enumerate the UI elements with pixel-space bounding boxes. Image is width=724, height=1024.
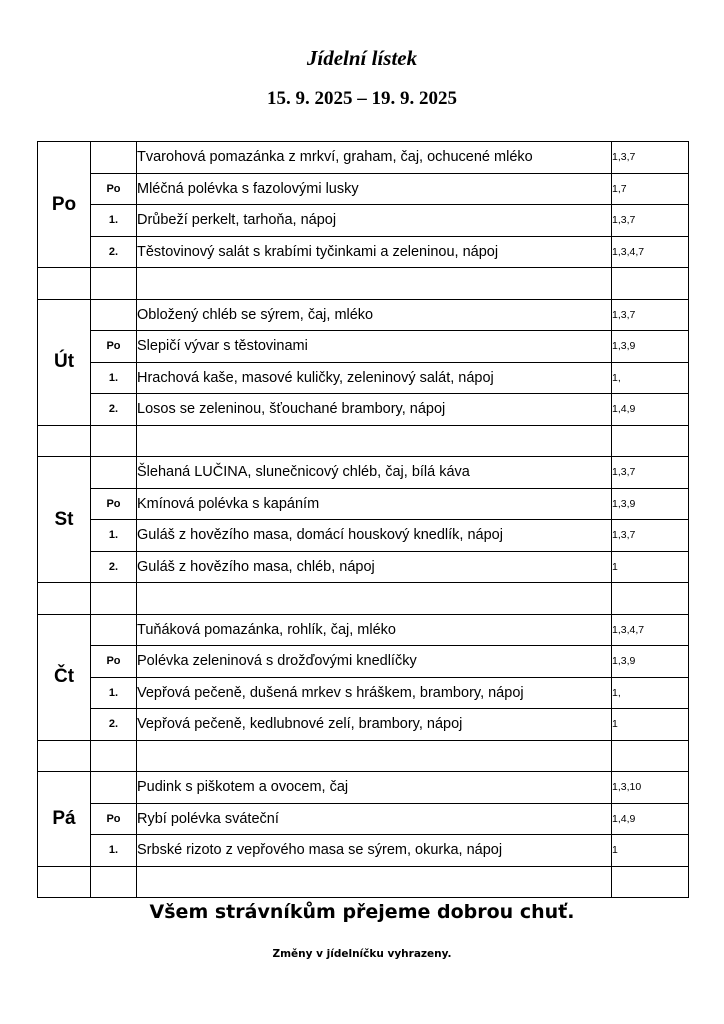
day-label: St [38,457,91,583]
meal-type-label [91,457,137,489]
empty-cell [137,740,612,772]
dish-name: Losos se zeleninou, šťouchané brambory, nápoj [137,394,612,426]
menu-row [38,331,689,363]
menu-row [38,803,689,835]
allergen-codes: 1,3,9 [612,646,689,678]
empty-cell [91,268,137,300]
dish-name: Těstovinový salát s krabími tyčinkami a zeleninou, nápoj [137,236,612,268]
dish-name: Guláš z hovězího masa, chléb, nápoj [137,551,612,583]
menu-row [38,362,689,394]
allergen-codes: 1,3,4,7 [612,614,689,646]
meal-type-label [91,299,137,331]
allergen-codes: 1, [612,677,689,709]
empty-cell [137,268,612,300]
menu-row [38,520,689,552]
meal-type-label: Po [91,803,137,835]
meal-type-label: Po [91,646,137,678]
meal-type-label: Po [91,331,137,363]
empty-cell [137,583,612,615]
menu-row [38,205,689,237]
separator-row [38,425,689,457]
day-label: Čt [38,614,91,740]
allergen-codes: 1 [612,835,689,867]
allergen-codes: 1,3,7 [612,205,689,237]
separator-row [38,583,689,615]
allergen-codes: 1,3,9 [612,488,689,520]
empty-cell [38,268,91,300]
empty-cell [38,740,91,772]
meal-type-label: 2. [91,236,137,268]
menu-row [38,299,689,331]
allergen-codes: 1 [612,709,689,741]
empty-cell [612,583,689,615]
menu-date-range: 15. 9. 2025 – 19. 9. 2025 [267,88,457,109]
menu-row [38,488,689,520]
allergen-codes: 1,3,7 [612,457,689,489]
meal-type-label [91,772,137,804]
menu-row [38,173,689,205]
menu-row [38,614,689,646]
meal-type-label [91,614,137,646]
separator-row [38,866,689,898]
menu-table [37,141,689,898]
empty-cell [91,740,137,772]
dish-name: Obložený chléb se sýrem, čaj, mléko [137,299,612,331]
allergen-codes: 1, [612,362,689,394]
changes-reserved-note: Změny v jídelníčku vyhrazeny. [272,948,452,960]
menu-row [38,709,689,741]
empty-cell [91,583,137,615]
menu-row [38,394,689,426]
allergen-codes: 1,3,7 [612,520,689,552]
allergen-codes: 1,7 [612,173,689,205]
dish-name: Srbské rizoto z vepřového masa se sýrem, okurka, nápoj [137,835,612,867]
menu-row [38,677,689,709]
dish-name: Mléčná polévka s fazolovými lusky [137,173,612,205]
dish-name: Šlehaná LUČINA, slunečnicový chléb, čaj, bílá káva [137,457,612,489]
allergen-codes: 1,3,7 [612,142,689,174]
empty-cell [91,425,137,457]
menu-title: Jídelní lístek [306,46,418,70]
allergen-codes: 1,4,9 [612,803,689,835]
empty-cell [612,740,689,772]
day-label: Pá [38,772,91,867]
empty-cell [91,866,137,898]
meal-type-label [91,142,137,174]
allergen-codes: 1,3,9 [612,331,689,363]
menu-row [38,457,689,489]
separator-row [38,740,689,772]
day-label: Po [38,142,91,268]
dish-name: Pudink s piškotem a ovocem, čaj [137,772,612,804]
empty-cell [612,866,689,898]
separator-row [38,268,689,300]
dish-name: Vepřová pečeně, kedlubnové zelí, brambory, nápoj [137,709,612,741]
empty-cell [137,425,612,457]
meal-type-label: Po [91,488,137,520]
dish-name: Slepičí vývar s těstovinami [137,331,612,363]
dish-name: Vepřová pečeně, dušená mrkev s hráškem, brambory, nápoj [137,677,612,709]
dish-name: Drůbeží perkelt, tarhoňa, nápoj [137,205,612,237]
meal-type-label: 1. [91,362,137,394]
menu-row [38,835,689,867]
empty-cell [612,425,689,457]
day-label: Út [38,299,91,425]
empty-cell [38,583,91,615]
meal-type-label: 1. [91,677,137,709]
dish-name: Polévka zeleninová s drožďovými knedlíčky [137,646,612,678]
good-appetite-message: Všem strávníkům přejeme dobrou chuť. [149,901,575,923]
dish-name: Guláš z hovězího masa, domácí houskový knedlík, nápoj [137,520,612,552]
dish-name: Tvarohová pomazánka z mrkví, graham, čaj, ochucené mléko [137,142,612,174]
menu-row [38,236,689,268]
menu-row [38,142,689,174]
meal-type-label: 2. [91,709,137,741]
allergen-codes: 1 [612,551,689,583]
dish-name: Rybí polévka sváteční [137,803,612,835]
meal-type-label: 1. [91,835,137,867]
empty-cell [612,268,689,300]
dish-name: Tuňáková pomazánka, rohlík, čaj, mléko [137,614,612,646]
allergen-codes: 1,3,10 [612,772,689,804]
meal-type-label: 1. [91,205,137,237]
empty-cell [38,425,91,457]
meal-type-label: 2. [91,551,137,583]
meal-type-label: 2. [91,394,137,426]
menu-row [38,646,689,678]
dish-name: Kmínová polévka s kapáním [137,488,612,520]
meal-type-label: 1. [91,520,137,552]
empty-cell [38,866,91,898]
menu-row [38,551,689,583]
dish-name: Hrachová kaše, masové kuličky, zeleninový salát, nápoj [137,362,612,394]
menu-row [38,772,689,804]
allergen-codes: 1,4,9 [612,394,689,426]
allergen-codes: 1,3,7 [612,299,689,331]
meal-type-label: Po [91,173,137,205]
empty-cell [137,866,612,898]
allergen-codes: 1,3,4,7 [612,236,689,268]
